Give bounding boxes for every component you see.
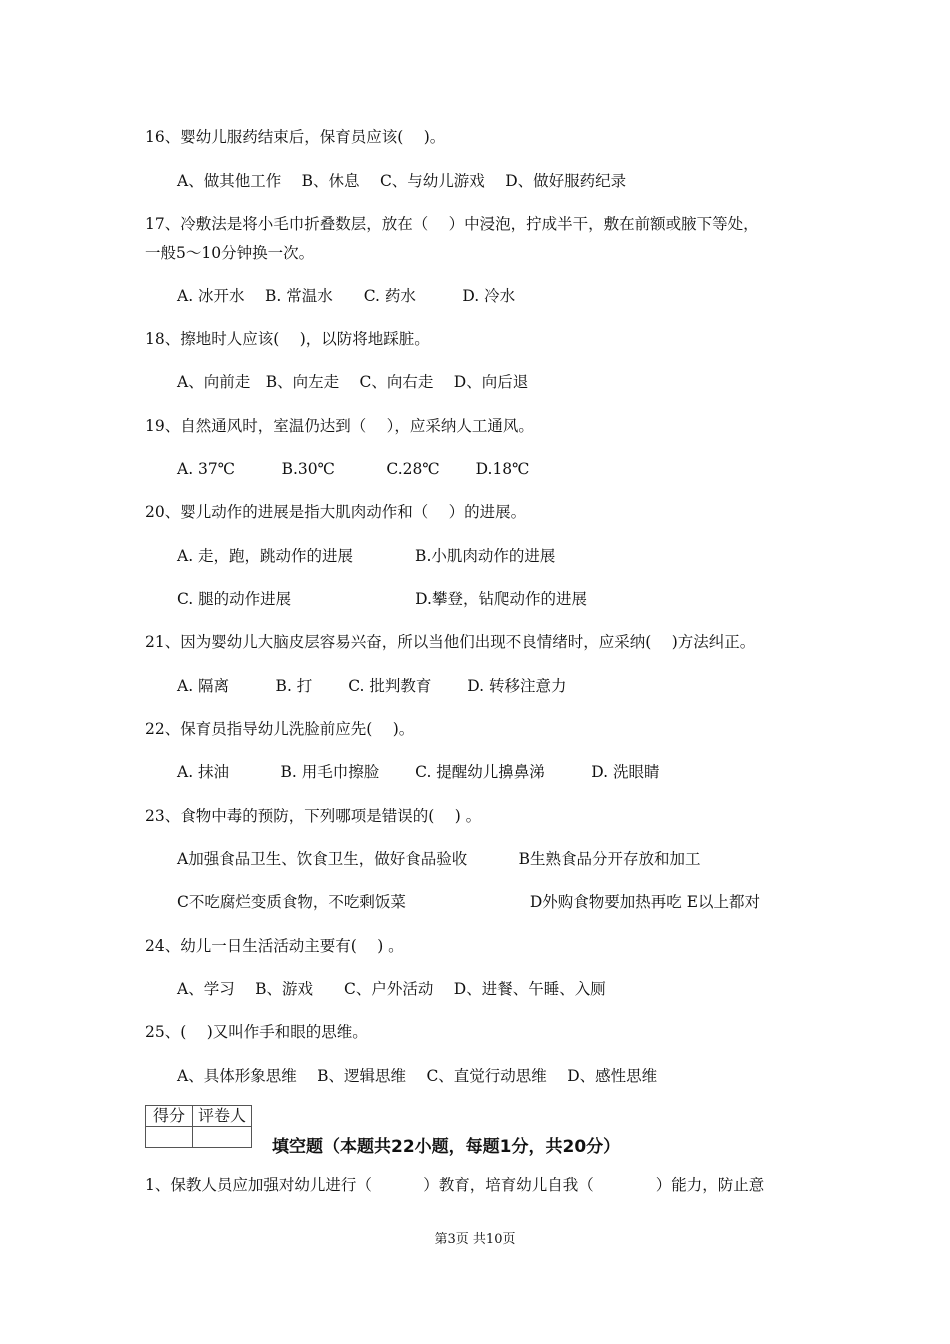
- question-20-stem: 20、婴儿动作的进展是指大肌肉动作和（ ）的进展。: [145, 503, 527, 521]
- question-22-options: A. 抹油 B. 用毛巾擦脸 C. 提醒幼儿擤鼻涕 D. 洗眼睛: [177, 763, 660, 781]
- reviewer-cell: [193, 1127, 252, 1148]
- reviewer-label: 评卷人: [193, 1106, 252, 1127]
- question-17-options: A. 冰开水 B. 常温水 C. 药水 D. 冷水: [177, 287, 516, 305]
- question-19-stem: 19、自然通风时，室温仍达到（ ），应采纳人工通风。: [145, 417, 534, 435]
- question-19-options: A. 37℃ B.30℃ C.28℃ D.18℃: [177, 460, 530, 478]
- question-21-stem: 21、因为婴幼儿大脑皮层容易兴奋，所以当他们出现不良情绪时，应采纳( )方法纠正。: [145, 633, 756, 651]
- question-23-stem: 23、食物中毒的预防，下列哪项是错误的( ) 。: [145, 807, 482, 825]
- question-25-options: A、具体形象思维 B、逻辑思维 C、直觉行动思维 D、感性思维: [177, 1067, 658, 1085]
- question-25-stem: 25、( )又叫作手和眼的思维。: [145, 1023, 368, 1041]
- score-cell: [146, 1127, 193, 1148]
- question-24-options: A、学习 B、游戏 C、户外活动 D、进餐、午睡、入厕: [177, 980, 606, 998]
- question-16-options: A、做其他工作 B、休息 C、与幼儿游戏 D、做好服药纪录: [177, 172, 627, 190]
- question-18-options: A、向前走 B、向左走 C、向右走 D、向后退: [177, 373, 529, 391]
- question-22-stem: 22、保育员指导幼儿洗脸前应先( )。: [145, 720, 415, 738]
- question-23-options-a: A加强食品卫生、饮食卫生，做好食品验收 B生熟食品分开存放和加工: [177, 850, 701, 868]
- question-24-stem: 24、幼儿一日生活活动主要有( ) 。: [145, 937, 404, 955]
- question-20-options-b: C. 腿的动作进展 D.攀登，钻爬动作的进展: [177, 590, 587, 608]
- score-box: [145, 1105, 252, 1148]
- page-footer: 第3页 共10页: [434, 1232, 516, 1247]
- question-20-options-a: A. 走，跑，跳动作的进展 B.小肌肉动作的进展: [177, 547, 556, 565]
- fill-question-1: 1、保教人员应加强对幼儿进行（ ）教育，培育幼儿自我（ ）能力，防止意: [145, 1176, 765, 1194]
- question-17-stem-cont: 一般5～10分钟换一次。: [145, 244, 315, 262]
- question-17-stem: 17、冷敷法是将小毛巾折叠数层，放在（ ）中浸泡，拧成半干，敷在前额或腋下等处，: [145, 215, 759, 233]
- question-16-stem: 16、婴幼儿服药结束后，保育员应该( )。: [145, 128, 446, 146]
- section-title: 填空题（本题共22小题，每题1分，共20分）: [272, 1137, 621, 1157]
- question-18-stem: 18、擦地时人应该( )，以防将地踩脏。: [145, 330, 430, 348]
- score-label: 得分: [146, 1106, 193, 1127]
- question-21-options: A. 隔离 B. 打 C. 批判教育 D. 转移注意力: [177, 677, 567, 695]
- question-23-options-b: C不吃腐烂变质食物，不吃剩饭菜 D外购食物要加热再吃 E以上都对: [177, 893, 761, 911]
